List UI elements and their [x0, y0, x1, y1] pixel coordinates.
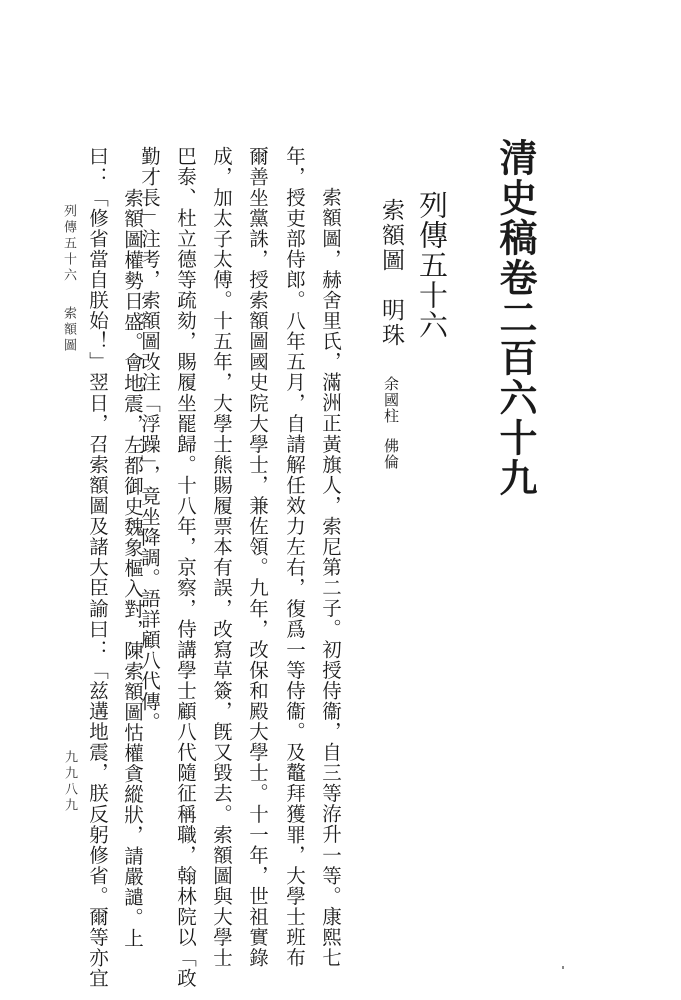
- subject-secondary-1: 余國柱: [382, 376, 400, 424]
- body-column-8: 曰：「修省當自朕始！」翌日，召索額圖及諸大臣諭曰：「兹遘地震，朕反躬修省。爾等亦宜: [86, 146, 109, 989]
- body-column-6: 勤才長」注考，索額圖改注「浮躁」，竟坐降調。語詳顧八代傳。: [138, 146, 161, 733]
- book-title: 清史稿卷二百六十九: [493, 138, 538, 498]
- subject-primary: 索額圖 明珠: [378, 198, 404, 348]
- running-header-name: 索額圖: [61, 306, 76, 354]
- body-column-7: 索額圖權勢日盛。會地震，左都御史魏象樞入對，陳索額圖怙權貪縱狀，請嚴譴。上: [121, 188, 144, 949]
- biography-subjects: [378, 198, 404, 470]
- body-column-2: 年，授吏部侍郎。八年五月，自請解任效力左右，復爲一等侍衞。及鼇拜獲罪，大學士班布: [283, 146, 306, 968]
- running-header-chapter: 列傳五十六: [61, 204, 76, 284]
- body-column-5: 巴泰、杜立德等疏劾，賜履坐罷歸。十八年，京察，侍講學士顧八代隨征稱職，翰林院以「政: [174, 146, 197, 989]
- page-number: 九九八九: [62, 750, 77, 814]
- subject-secondary-2: 佛倫: [382, 438, 400, 470]
- body-column-4: 成，加太子太傅。十五年，大學士熊賜履票本有誤，改寫草簽，旣又毀去。索額圖與大學士: [210, 146, 233, 968]
- body-column-3: 爾善坐黨誅，授索額圖國史院大學士，兼佐領。九年，改保和殿大學士。十一年，世祖實錄: [246, 146, 269, 968]
- chapter-title: 列傳五十六: [415, 190, 449, 340]
- body-column-1: 索額圖，赫舍里氏，滿洲正黃旗人，索尼第二子。初授侍衞，自三等洊升一等。康熙七: [319, 187, 342, 968]
- scan-speck: [562, 966, 564, 969]
- running-header: [60, 204, 76, 354]
